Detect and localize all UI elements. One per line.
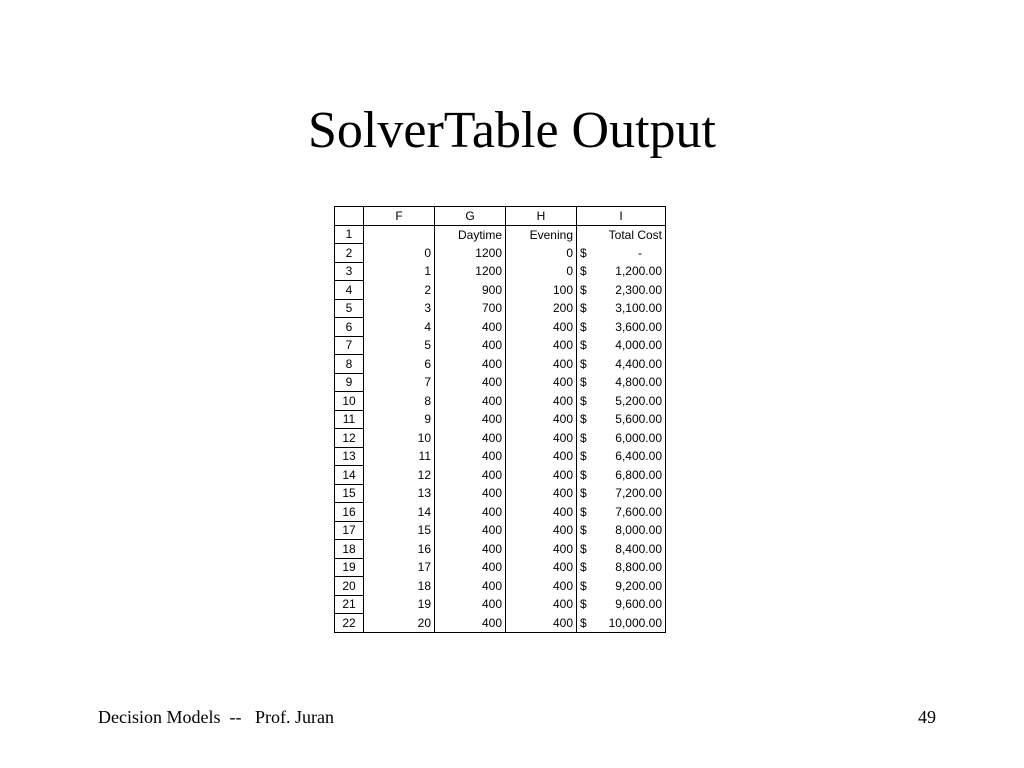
cell-evening: 0 (506, 244, 577, 263)
footer-page-number: 49 (918, 707, 936, 727)
row-number: 7 (335, 336, 364, 355)
cell-total-cost (577, 484, 666, 503)
table-row (335, 336, 666, 355)
cell-f: 15 (364, 521, 435, 540)
row-number: 17 (335, 521, 364, 540)
cell-daytime: 400 (435, 577, 506, 596)
cell-evening: 400 (506, 373, 577, 392)
cell-f: 5 (364, 336, 435, 355)
cell-evening: 400 (506, 484, 577, 503)
table-row (335, 614, 666, 633)
cell-daytime: 400 (435, 503, 506, 522)
table-row (335, 484, 666, 503)
total-cost-value: 3,600.00 (615, 319, 662, 334)
total-cost-value: 6,800.00 (615, 467, 662, 482)
cell-total-cost (577, 392, 666, 411)
table-row (335, 521, 666, 540)
table-row (335, 299, 666, 318)
cell-total-cost-header: Total Cost (577, 225, 666, 244)
cell-total-cost (577, 410, 666, 429)
cell-f: 3 (364, 299, 435, 318)
cell-evening: 400 (506, 392, 577, 411)
row-number: 4 (335, 281, 364, 300)
table-row (335, 540, 666, 559)
table-row (335, 262, 666, 281)
currency-symbol: $ (580, 375, 587, 390)
column-header-h: H (506, 207, 577, 226)
cell-evening: 400 (506, 318, 577, 337)
cell-f-header (364, 225, 435, 244)
cell-total-cost (577, 262, 666, 281)
cell-evening: 400 (506, 355, 577, 374)
cell-total-cost (577, 577, 666, 596)
row-number: 2 (335, 244, 364, 263)
currency-symbol: $ (580, 301, 587, 316)
column-header-f: F (364, 207, 435, 226)
cell-total-cost (577, 429, 666, 448)
cell-f: 12 (364, 466, 435, 485)
cell-daytime: 700 (435, 299, 506, 318)
currency-symbol: $ (580, 541, 587, 556)
cell-daytime: 400 (435, 410, 506, 429)
cell-f: 2 (364, 281, 435, 300)
cell-f: 18 (364, 577, 435, 596)
table-row (335, 558, 666, 577)
row-number: 8 (335, 355, 364, 374)
table-row (335, 355, 666, 374)
cell-daytime: 400 (435, 355, 506, 374)
cell-total-cost (577, 299, 666, 318)
cell-f: 10 (364, 429, 435, 448)
table-row (335, 595, 666, 614)
cell-daytime: 900 (435, 281, 506, 300)
cell-total-cost (577, 540, 666, 559)
table-row (335, 447, 666, 466)
table-row (335, 466, 666, 485)
table-row (335, 577, 666, 596)
row-number: 13 (335, 447, 364, 466)
cell-f: 13 (364, 484, 435, 503)
total-cost-value: - (638, 245, 642, 260)
currency-symbol: $ (580, 597, 587, 612)
header-row (335, 225, 666, 244)
currency-symbol: $ (580, 578, 587, 593)
currency-symbol: $ (580, 430, 587, 445)
row-number: 11 (335, 410, 364, 429)
currency-symbol: $ (580, 560, 587, 575)
cell-total-cost (577, 244, 666, 263)
row-number: 18 (335, 540, 364, 559)
currency-symbol: $ (580, 615, 587, 630)
currency-symbol: $ (580, 523, 587, 538)
column-header-i: I (577, 207, 666, 226)
total-cost-value: 4,000.00 (615, 338, 662, 353)
currency-symbol: $ (580, 338, 587, 353)
cell-total-cost (577, 447, 666, 466)
cell-evening: 400 (506, 595, 577, 614)
cell-evening: 400 (506, 577, 577, 596)
cell-daytime: 400 (435, 373, 506, 392)
cell-evening: 400 (506, 466, 577, 485)
cell-total-cost (577, 318, 666, 337)
total-cost-value: 8,000.00 (615, 523, 662, 538)
total-cost-value: 5,200.00 (615, 393, 662, 408)
currency-symbol: $ (580, 264, 587, 279)
cell-daytime: 400 (435, 595, 506, 614)
cell-daytime: 400 (435, 429, 506, 448)
total-cost-value: 5,600.00 (615, 412, 662, 427)
currency-symbol: $ (580, 412, 587, 427)
currency-symbol: $ (580, 393, 587, 408)
cell-total-cost (577, 336, 666, 355)
cell-f: 1 (364, 262, 435, 281)
cell-evening: 400 (506, 336, 577, 355)
cell-daytime: 400 (435, 466, 506, 485)
cell-total-cost (577, 355, 666, 374)
cell-total-cost (577, 466, 666, 485)
row-number: 20 (335, 577, 364, 596)
cell-total-cost (577, 373, 666, 392)
cell-f: 4 (364, 318, 435, 337)
row-number: 15 (335, 484, 364, 503)
cell-evening: 400 (506, 614, 577, 633)
cell-f: 14 (364, 503, 435, 522)
row-number: 3 (335, 262, 364, 281)
row-number: 5 (335, 299, 364, 318)
cell-f: 9 (364, 410, 435, 429)
currency-symbol: $ (580, 282, 587, 297)
row-number: 21 (335, 595, 364, 614)
total-cost-value: 2,300.00 (615, 282, 662, 297)
cell-evening-header: Evening (506, 225, 577, 244)
currency-symbol: $ (580, 449, 587, 464)
row-number: 6 (335, 318, 364, 337)
table-row (335, 392, 666, 411)
cell-daytime: 400 (435, 392, 506, 411)
cell-daytime-header: Daytime (435, 225, 506, 244)
cell-evening: 400 (506, 447, 577, 466)
cell-daytime: 400 (435, 318, 506, 337)
total-cost-value: 7,600.00 (615, 504, 662, 519)
column-header-g: G (435, 207, 506, 226)
total-cost-value: 8,800.00 (615, 560, 662, 575)
cell-evening: 400 (506, 521, 577, 540)
cell-evening: 0 (506, 262, 577, 281)
cell-evening: 400 (506, 429, 577, 448)
table-row (335, 429, 666, 448)
cell-evening: 100 (506, 281, 577, 300)
total-cost-value: 4,400.00 (615, 356, 662, 371)
cell-f: 8 (364, 392, 435, 411)
total-cost-value: 9,600.00 (615, 597, 662, 612)
slide-title: SolverTable Output (308, 102, 716, 159)
cell-f: 17 (364, 558, 435, 577)
cell-daytime: 400 (435, 558, 506, 577)
total-cost-value: 7,200.00 (615, 486, 662, 501)
cell-total-cost (577, 595, 666, 614)
cell-f: 16 (364, 540, 435, 559)
cell-f: 6 (364, 355, 435, 374)
table-row (335, 373, 666, 392)
cell-f: 0 (364, 244, 435, 263)
currency-symbol: $ (580, 245, 587, 260)
row-number: 19 (335, 558, 364, 577)
footer-course-label: Decision Models -- Prof. Juran (98, 707, 334, 727)
total-cost-value: 3,100.00 (615, 301, 662, 316)
total-cost-value: 8,400.00 (615, 541, 662, 556)
row-number: 10 (335, 392, 364, 411)
cell-f: 20 (364, 614, 435, 633)
table-row (335, 281, 666, 300)
row-number: 1 (335, 225, 364, 244)
cell-f: 7 (364, 373, 435, 392)
total-cost-value: 6,000.00 (615, 430, 662, 445)
cell-total-cost (577, 558, 666, 577)
table-row (335, 503, 666, 522)
cell-daytime: 400 (435, 540, 506, 559)
table-row (335, 244, 666, 263)
total-cost-value: 6,400.00 (615, 449, 662, 464)
row-number: 9 (335, 373, 364, 392)
corner-cell (335, 207, 364, 226)
cell-total-cost (577, 614, 666, 633)
total-cost-value: 1,200.00 (615, 264, 662, 279)
cell-evening: 400 (506, 410, 577, 429)
cell-evening: 200 (506, 299, 577, 318)
cell-f: 11 (364, 447, 435, 466)
row-number: 12 (335, 429, 364, 448)
row-number: 14 (335, 466, 364, 485)
table-row (335, 318, 666, 337)
currency-symbol: $ (580, 356, 587, 371)
cell-evening: 400 (506, 540, 577, 559)
cell-daytime: 1200 (435, 262, 506, 281)
cell-evening: 400 (506, 503, 577, 522)
total-cost-value: 9,200.00 (615, 578, 662, 593)
row-number: 22 (335, 614, 364, 633)
currency-symbol: $ (580, 319, 587, 334)
cell-daytime: 1200 (435, 244, 506, 263)
cell-total-cost (577, 503, 666, 522)
cell-daytime: 400 (435, 614, 506, 633)
table-row (335, 410, 666, 429)
cell-total-cost (577, 521, 666, 540)
cell-daytime: 400 (435, 484, 506, 503)
solvertable-spreadsheet (334, 206, 666, 633)
column-header-row (335, 207, 666, 226)
cell-daytime: 400 (435, 447, 506, 466)
currency-symbol: $ (580, 467, 587, 482)
cell-daytime: 400 (435, 521, 506, 540)
total-cost-value: 10,000.00 (608, 615, 662, 630)
cell-f: 19 (364, 595, 435, 614)
cell-total-cost (577, 281, 666, 300)
row-number: 16 (335, 503, 364, 522)
currency-symbol: $ (580, 504, 587, 519)
total-cost-value: 4,800.00 (615, 375, 662, 390)
currency-symbol: $ (580, 486, 587, 501)
cell-daytime: 400 (435, 336, 506, 355)
cell-evening: 400 (506, 558, 577, 577)
